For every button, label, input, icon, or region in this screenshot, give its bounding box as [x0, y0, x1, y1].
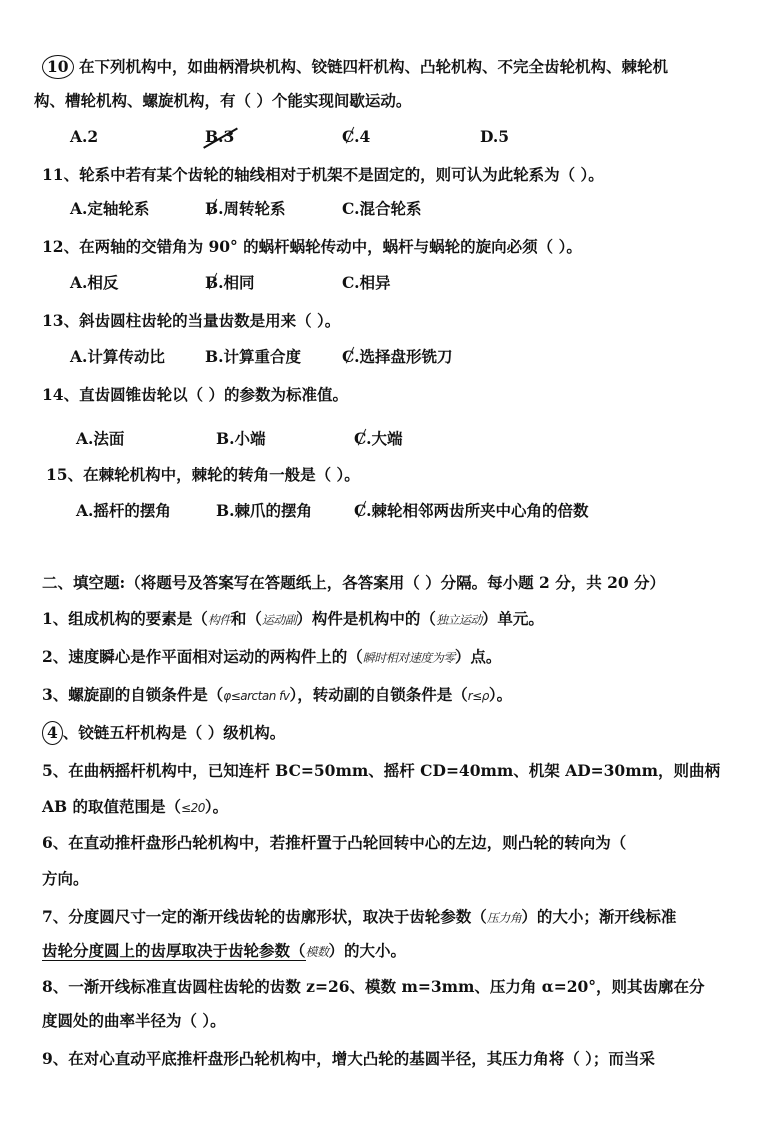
handwritten-answer: φ≤arctan fv [223, 689, 290, 703]
handwritten-answer: r≤ρ [467, 689, 489, 703]
question-14 [42, 378, 736, 412]
question-14-options [76, 424, 736, 454]
question-text-line1: 6、在直动推杆盘形凸轮机构中，若推杆置于凸轮回转中心的左边，则凸轮的转向为（ [42, 833, 627, 852]
handwritten-answer: 压力角 [486, 911, 522, 925]
question-text: 12、在两轴的交错角为 90° 的蜗杆蜗轮传动中，蜗杆与蜗轮的旋向必须（ ）。 [42, 237, 582, 256]
text: ）。 [204, 797, 229, 816]
question-13-options [70, 342, 736, 372]
option-b: B.相同 [205, 268, 255, 298]
text: 和（ [230, 609, 262, 628]
option-a: A.相反 [70, 273, 119, 292]
question-15 [46, 458, 736, 492]
question-number-circled: 4 [42, 721, 63, 745]
handwritten-answer: ≤20 [181, 801, 205, 815]
question-13 [42, 304, 736, 338]
question-10-line2 [34, 84, 736, 118]
section-title: 二、填空题:（将题号及答案写在答题纸上，各答案用（ ）分隔。每小题 2 分，共 20 分） [42, 573, 666, 592]
fill-question-6-line2 [42, 862, 736, 896]
question-number-circled: 10 [42, 55, 74, 79]
option-b: B.小端 [216, 429, 266, 448]
text: ）单元。 [481, 609, 544, 628]
option-c: C.相异 [342, 273, 391, 292]
fill-question-4 [42, 716, 736, 750]
fill-question-7-line2 [42, 934, 736, 969]
text: 3、螺旋副的自锁条件是（ [42, 685, 224, 704]
text: ）。 [488, 685, 513, 704]
question-12 [42, 230, 736, 264]
question-text: 13、斜齿圆柱齿轮的当量齿数是用来（ ）。 [42, 311, 341, 330]
text: ），转动副的自锁条件是（ [289, 685, 468, 704]
fill-question-2 [42, 640, 736, 675]
option-a: A.2 [70, 127, 99, 146]
fill-question-5-line2 [42, 790, 736, 825]
text: ）构件是机构中的（ [296, 609, 436, 628]
fill-question-1 [42, 602, 736, 637]
question-text-line2: 方向。 [42, 869, 89, 888]
question-text-line1: 在下列机构中，如曲柄滑块机构、铰链四杆机构、凸轮机构、不完全齿轮机构、棘轮机 [78, 57, 668, 76]
option-c: C.大端 [354, 424, 402, 454]
option-d: D.5 [480, 127, 510, 146]
option-b: B.棘爪的摆角 [216, 501, 312, 520]
text: ）点。 [454, 647, 502, 666]
option-a: A.定轴轮系 [70, 199, 150, 218]
section-heading [42, 566, 736, 600]
option-b: B.计算重合度 [205, 347, 301, 366]
option-b: B.周转轮系 [205, 194, 286, 224]
question-10-options [70, 122, 736, 152]
fill-question-5 [42, 754, 736, 788]
option-b: B.3 [205, 122, 234, 152]
text: 齿轮分度圆上的齿厚取决于齿轮参数（ [42, 941, 306, 960]
option-a: A.计算传动比 [70, 347, 165, 366]
text: ）的大小；渐开线标准 [521, 907, 677, 926]
question-text: 14、直齿圆锥齿轮以（ ）的参数为标准值。 [42, 385, 348, 404]
option-a: A.法面 [76, 429, 125, 448]
option-c: C.棘轮相邻两齿所夹中心角的倍数 [354, 496, 588, 526]
question-text: 、铰链五杆机构是（ ）级机构。 [62, 723, 286, 742]
handwritten-answer: 构件 [207, 613, 231, 627]
question-text-line2: 度圆处的曲率半径为（ ）。 [42, 1011, 226, 1030]
question-text-line1: 5、在曲柄摇杆机构中，已知连杆 BC=50mm、摇杆 CD=40mm、机架 AD=30mm，则曲柄 [42, 761, 721, 780]
question-15-options [76, 496, 736, 526]
fill-question-8-line2 [42, 1004, 736, 1038]
question-text: 11、轮系中若有某个齿轮的轴线相对于机架不是固定的，则可认为此轮系为（ ）。 [42, 165, 604, 184]
fill-question-8 [42, 970, 736, 1004]
question-text-line2: 构、槽轮机构、螺旋机构，有（ ）个能实现间歇运动。 [34, 91, 412, 110]
option-c: C.混合轮系 [342, 199, 422, 218]
text: ）的大小。 [328, 941, 407, 960]
option-a: A.摇杆的摆角 [76, 501, 171, 520]
fill-question-3 [42, 678, 736, 713]
fill-question-6 [42, 826, 736, 860]
handwritten-answer: 瞬时相对速度为零 [362, 651, 455, 665]
fill-question-7 [42, 900, 736, 935]
text: 1、组成机构的要素是（ [42, 609, 208, 628]
handwritten-answer: 独立运动 [435, 613, 482, 627]
question-11-options [70, 194, 736, 224]
option-c: C.4 [342, 122, 370, 152]
text: AB 的取值范围是（ [42, 797, 182, 816]
handwritten-answer: 运动副 [261, 613, 297, 627]
handwritten-answer: 模数 [305, 945, 329, 959]
text: 2、速度瞬心是作平面相对运动的两构件上的（ [42, 647, 363, 666]
question-text: 15、在棘轮机构中，棘轮的转角一般是（ ）。 [46, 465, 360, 484]
option-c: C.选择盘形铣刀 [342, 342, 452, 372]
question-11 [42, 158, 736, 192]
question-text-line1: 8、一渐开线标准直齿圆柱齿轮的齿数 z=26、模数 m=3mm、压力角 α=20°，则其齿廓在分 [42, 977, 705, 996]
fill-question-9 [42, 1042, 736, 1076]
question-text-line1: 9、在对心直动平底推杆盘形凸轮机构中，增大凸轮的基圆半径，其压力角将（ ）；而当采 [42, 1049, 655, 1068]
question-10 [42, 50, 736, 84]
text: 7、分度圆尺寸一定的渐开线齿轮的齿廓形状，取决于齿轮参数（ [42, 907, 487, 926]
question-12-options [70, 268, 736, 298]
